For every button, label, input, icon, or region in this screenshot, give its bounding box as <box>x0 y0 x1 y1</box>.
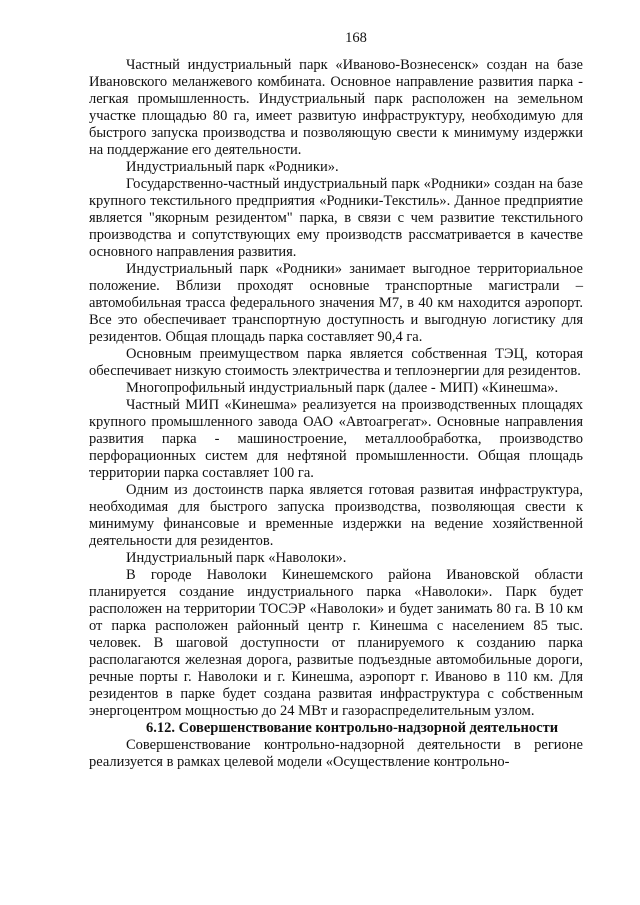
paragraph-navoloki-description: В городе Наволоки Кинешемского района Ивановской области планируется создание индустриального парка «Наволоки». Парк будет расположен на территории ТОСЭР «Наволоки» и будет занимать 80 га. В 10 км от парка расположен районный центр г. Кинешма с населением 85 тыс. человек. В шаговой доступности от планируемого к созданию парка располагаются железная дорога, развитые подъездные автомобильные дороги, речные порты г. Наволоки и г. Кинешма, аэропорт г. Иваново в 110 км. Для резидентов в парке будет создана развитая инфраструктура с собственным энергоцентром мощностью до 24 МВт и газораспределительным узлом. <box>89 567 583 719</box>
page-number: 168 <box>345 30 367 46</box>
paragraph-rodniki-title: Индустриальный парк «Родники». <box>126 159 339 175</box>
paragraph-kineshma-description: Частный МИП «Кинешма» реализуется на производственных площадях крупного промышленного завода ОАО «Автоагрегат». Основные направления развития парка - машиностроение, металлообработка, производство перфорационных систем для нефтяной промышленности. Общая площадь территории парка составляет 100 га. <box>89 397 583 481</box>
paragraph-ivanovo-voznesensk: Частный индустриальный парк «Иваново-Вознесенск» создан на базе Ивановского меланжевого комбината. Основное направление развития парка - легкая промышленность. Индустриальный парк расположен на земельном участке площадью 80 га, имеет развитую инфраструктуру, необходимую для быстрого запуска производства и позволяющую свести к минимуму издержки на поддержание его деятельности. <box>89 57 583 158</box>
section-heading: 6.12. Совершенствование контрольно-надзорной деятельности <box>146 720 559 736</box>
paragraph-rodniki-description: Государственно-частный индустриальный парк «Родники» создан на базе крупного текстильного предприятия «Родники-Текстиль». Данное предприятие является "якорным резидентом" парка, в связи с чем развитие текстильного производства и сопутствующих ему производств рассматривается в качестве основного направления развития. <box>89 176 583 260</box>
paragraph-kineshma-advantage: Одним из достоинств парка является готовая развитая инфраструктура, необходимая для быстрого запуска производства, позволяющая свести к минимуму финансовые и временные издержки на ведение хозяйственной деятельности для резидентов. <box>89 482 583 549</box>
document-body <box>89 57 583 771</box>
paragraph-control-supervision: Совершенствование контрольно-надзорной деятельности в регионе реализуется в рамках целевой модели «Осуществление контрольно- <box>89 737 583 770</box>
paragraph-navoloki-title: Индустриальный парк «Наволоки». <box>126 550 347 566</box>
paragraph-kineshma-title: Многопрофильный индустриальный парк (далее - МИП) «Кинешма». <box>126 380 559 396</box>
paragraph-rodniki-location: Индустриальный парк «Родники» занимает выгодное территориальное положение. Вблизи проходят основные транспортные магистрали – автомобильная трасса федерального значения М7, в 40 км находится аэропорт. Все это обеспечивает транспортную доступность и выгодную логистику для резидентов. Общая площадь парка составляет 90,4 га. <box>89 261 583 345</box>
paragraph-rodniki-advantage: Основным преимуществом парка является собственная ТЭЦ, которая обеспечивает низкую стоимость электричества и теплоэнергии для резидентов. <box>89 346 583 379</box>
